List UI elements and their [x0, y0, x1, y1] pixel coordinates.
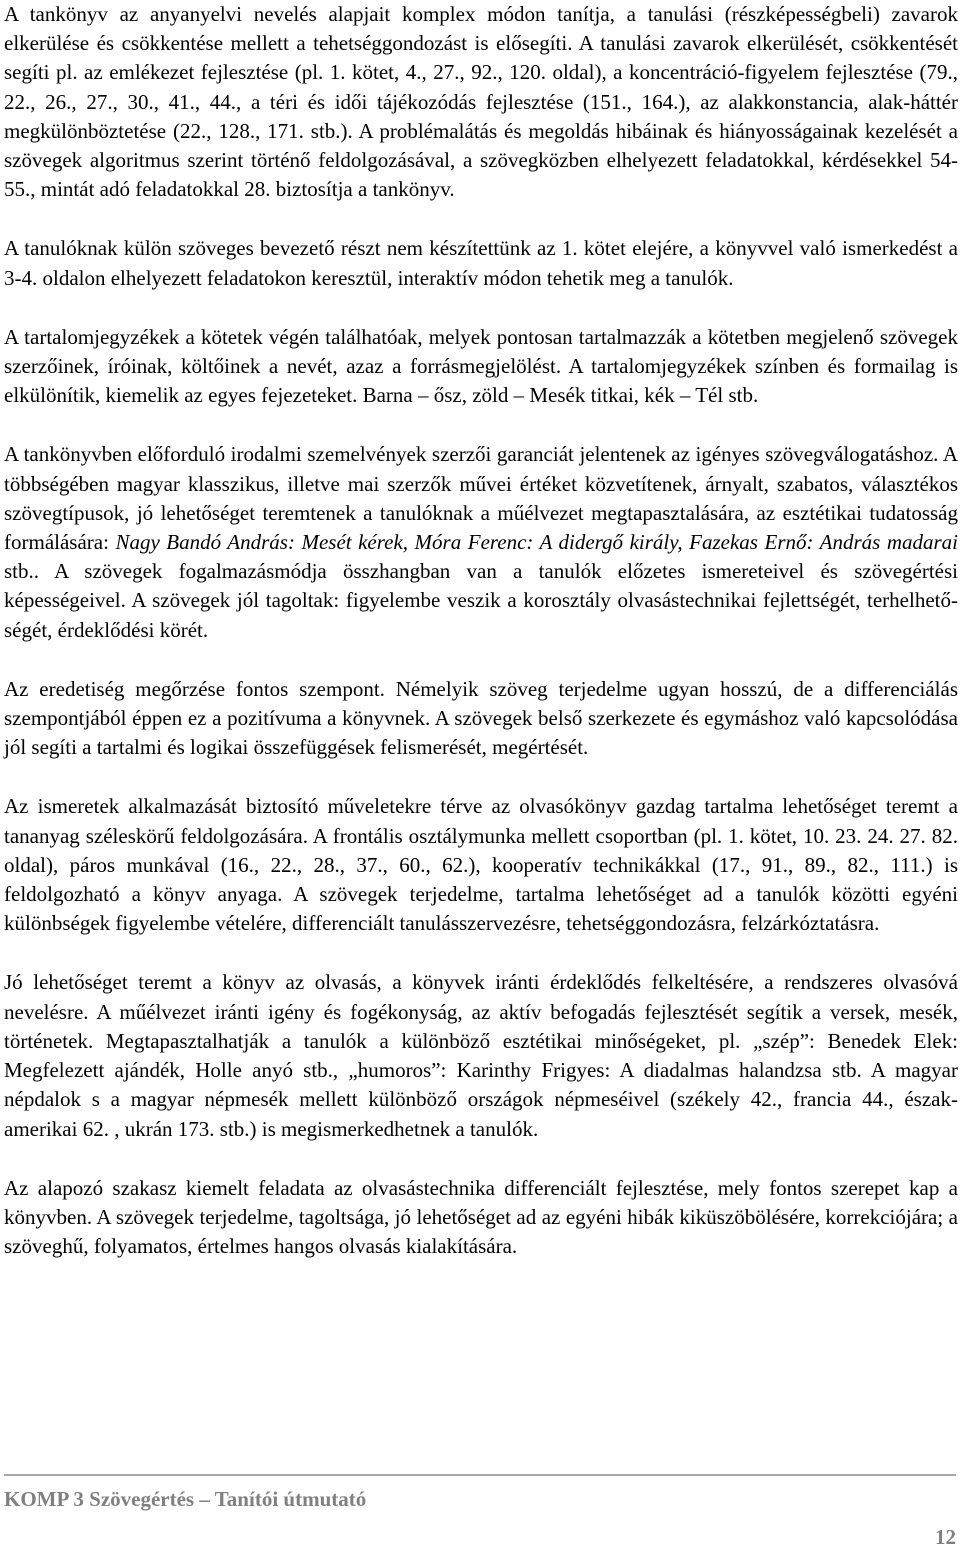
page-number: 12 — [935, 1525, 956, 1549]
document-body — [4, 0, 958, 1261]
paragraph-8: Az alapozó szakasz kiemelt feladata az olvasástechnika differenciált fejlesztése, mely fontos szerepet kap a könyvben. A szövegek terjedelme, tagoltsága, jó lehetőséget ad az egyéni hibák kiküszöbölésére, korrekciójára; a szöveghű, folyamatos, értelmes hangos olvasás kialakítására. — [4, 1175, 958, 1259]
footer-divider — [4, 1474, 956, 1476]
paragraph-2: A tanulóknak külön szöveges bevezető részt nem készítettünk az 1. kötet elejére, a könyvvel való ismerkedést a 3-4. oldalon elhelyezett feladatokon keresztül, interaktív módon tehetik meg a tanulók. — [4, 236, 958, 290]
paragraph-5: Az eredetiség megőrzése fontos szempont. Némelyik szöveg terjedelme ugyan hosszú, de a differenciálás szempontjából éppen ez a pozitívuma a könyvnek. A szövegek belső szerkezete és egymáshoz való kapcsolódása jól segíti a tartalmi és logikai összefüggések felismerését, megértését. — [4, 676, 958, 760]
paragraph-3: A tartalomjegyzékek a kötetek végén találhatóak, melyek pontosan tartalmazzák a kötetben megjelenő szövegek szerzőinek, íróinak, költőinek a nevét, azaz a forrásmegjelölést. A tartalomjegyzékek színben és formailag is elkülönítik, kiemelik az egyes fejezeteket. Barna – ősz, zöld – Mesék titkai, kék – Tél stb. — [4, 324, 958, 408]
cited-works: Nagy Bandó András: Mesét kérek, Móra Ferenc: A didergő király, Fazekas Ernő: András madarai — [115, 530, 958, 555]
footer-title: KOMP 3 Szövegértés – Tanítói útmutató — [4, 1487, 367, 1511]
paragraph-1: A tankönyv az anyanyelvi nevelés alapjait komplex módon tanítja, a tanulási (részképességbeli) zavarok elkerülése és csökkentése mellett a tehetséggondozást is elősegíti. A tanulási zavarok elkerülését, csökkentését segíti pl. az emlékezet fejlesztése (pl. 1. kötet, 4., 27., 92., 120. oldal), a koncentráció-figyelem fejlesztése (79., 22., 26., 27., 30., 41., 44., a téri és idői tájékozódás fejlesztése (151., 164.), az alakkonstancia, alak-háttér megkülönböztetése (22., 128., 171. stb.). A problémalátás és megoldás hibáinak és hiányosságainak kezelését a szövegek algoritmus szerint történő feldolgozásával, a szövegközben elhelyezett feladatokkal, kérdésekkel 54-55., mintát adó feladatokkal 28. biztosítja a tankönyv. — [4, 2, 958, 202]
paragraph-7: Jó lehetőséget teremt a könyv az olvasás, a könyvek iránti érdeklődés felkeltésére, a rendszeres olvasóvá nevelésre. A műélvezet iránti igény és fogékonyság, az aktív befogadás fejlesztését segítik a versek, mesék, történetek. Megtapasztalhatják a tanulók a különböző esztétikai minőségeket, pl. „szép”: Benedek Elek: Megfelezett ajándék, Holle anyó stb., „humoros”: Karinthy Frigyes: A diadalmas halandzsa stb. A magyar népdalok s a magyar népmesék mellett különböző országok népmeséivel (székely 42., francia 44., észak-amerikai 62. , ukrán 173. stb.) is megismerkedhetnek a tanulók. — [4, 970, 958, 1141]
paragraph-6: Az ismeretek alkalmazását biztosító műveletekre térve az olvasókönyv gazdag tartalma lehetőséget teremt a tananyag széleskörű feldolgozására. A frontális osztálymunka mellett csoportban (pl. 1. kötet, 10. 23. 24. 27. 82. oldal), páros munkával (16., 22., 28., 37., 60., 62.), kooperatív technikákkal (17., 91., 89., 82., 111.) is feldolgozható a könyv anyaga. A szövegek terjedelme, tartalma lehetőséget ad a tanulók közötti egyéni különbségek figyelembe vételére, differenciált tanulásszervezésre, tehetséggondozásra, felzárkóztatásra. — [4, 794, 958, 936]
paragraph-4: A tankönyvben előforduló irodalmi szemelvények szerzői garanciát jelentenek az igényes szövegválogatáshoz. A többségében magyar klasszikus, illetve mai szerzők művei értéket közvetítenek, árnyalt, szabatos, választékos szövegtípusok, jó lehetőséget teremtenek a tanulóknak a műélvezet megtapasztalására, az esztétikai tudatosság formálására: Nagy Bandó András: Mesét kérek, Móra Ferenc: A didergő király, Fazekas Ernő: András madarai stb.. A szövegek fogalmazásmódja összhangban van a tanulók előzetes ismereteivel és szövegértési képességeivel. A szövegek jól tagoltak: figyelembe veszik a korosztály olvasástechnikai fejlettségét, terhelhetőségét, érdeklődési körét. — [4, 442, 958, 642]
